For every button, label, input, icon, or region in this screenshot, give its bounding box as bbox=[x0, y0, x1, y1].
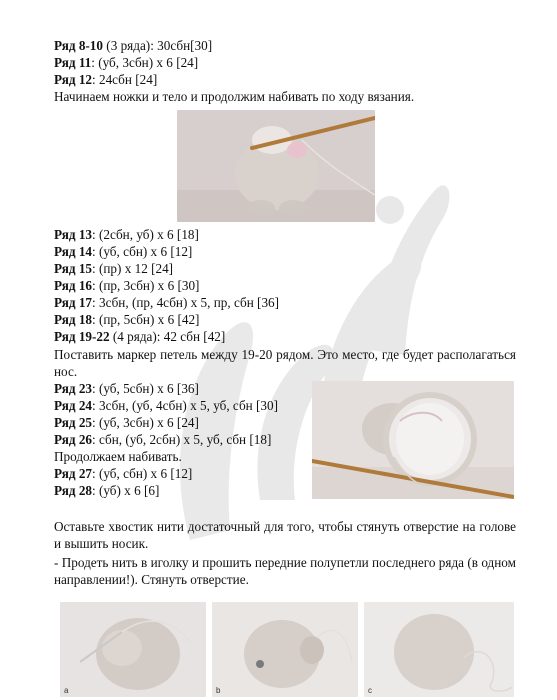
row-14: Ряд 14: (уб, сбн) х 6 [12] bbox=[54, 244, 193, 259]
row-12: Ряд 12: 24сбн [24] bbox=[54, 72, 158, 87]
photo-head-open bbox=[312, 381, 514, 499]
row-19-22: Ряд 19-22 (4 ряда): 42 сбн [42] bbox=[54, 329, 226, 344]
row-24: Ряд 24: 3сбн, (уб, 4сбн) х 5, уб, сбн [30] bbox=[54, 398, 278, 413]
row-28: Ряд 28: (уб) х 6 [6] bbox=[54, 483, 160, 498]
row-25: Ряд 25: (уб, 3сбн) х 6 [24] bbox=[54, 415, 199, 430]
row-18: Ряд 18: (пр, 5сбн) х 6 [42] bbox=[54, 312, 200, 327]
caption-c: c bbox=[368, 686, 372, 695]
row-16: Ряд 16: (пр, 3сбн) х 6 [30] bbox=[54, 278, 200, 293]
needle-instruction: - Продеть нить в иголку и прошить передние полупетли последнего ряда (в одном направлении!). Стянуть отверстие. bbox=[54, 555, 516, 587]
row-26: Ряд 26: сбн, (уб, 2сбн) х 5, уб, сбн [18] bbox=[54, 432, 272, 447]
row-17: Ряд 17: 3сбн, (пр, 4сбн) х 5, пр, сбн [36] bbox=[54, 295, 280, 310]
row-27: Ряд 27: (уб, сбн) х 6 [12] bbox=[54, 466, 193, 481]
marker-instruction: Поставить маркер петель между 19-20 рядом. Это место, где будет располагаться нос. bbox=[54, 347, 516, 379]
legs-instruction: Начинаем ножки и тело и продолжим набивать по ходу вязания. bbox=[54, 89, 415, 104]
caption-b: b bbox=[216, 686, 221, 695]
photo-legs-body bbox=[177, 110, 375, 222]
row-8-10: Ряд 8-10 (3 ряда): 30сбн[30] bbox=[54, 38, 213, 53]
row-13: Ряд 13: (2сбн, уб) х 6 [18] bbox=[54, 227, 199, 242]
caption-a: a bbox=[64, 686, 69, 695]
photo-step-b bbox=[212, 602, 358, 697]
tail-instruction: Оставьте хвостик нити достаточный для того, чтобы стянуть отверстие на голове и вышить носик. bbox=[54, 519, 516, 551]
row-15: Ряд 15: (пр) х 12 [24] bbox=[54, 261, 174, 276]
continue-stuffing: Продолжаем набивать. bbox=[54, 449, 182, 464]
photo-step-c bbox=[364, 602, 514, 697]
row-23: Ряд 23: (уб, 5сбн) х 6 [36] bbox=[54, 381, 199, 396]
photo-step-a bbox=[60, 602, 206, 697]
row-11: Ряд 11: (уб, 3сбн) х 6 [24] bbox=[54, 55, 199, 70]
